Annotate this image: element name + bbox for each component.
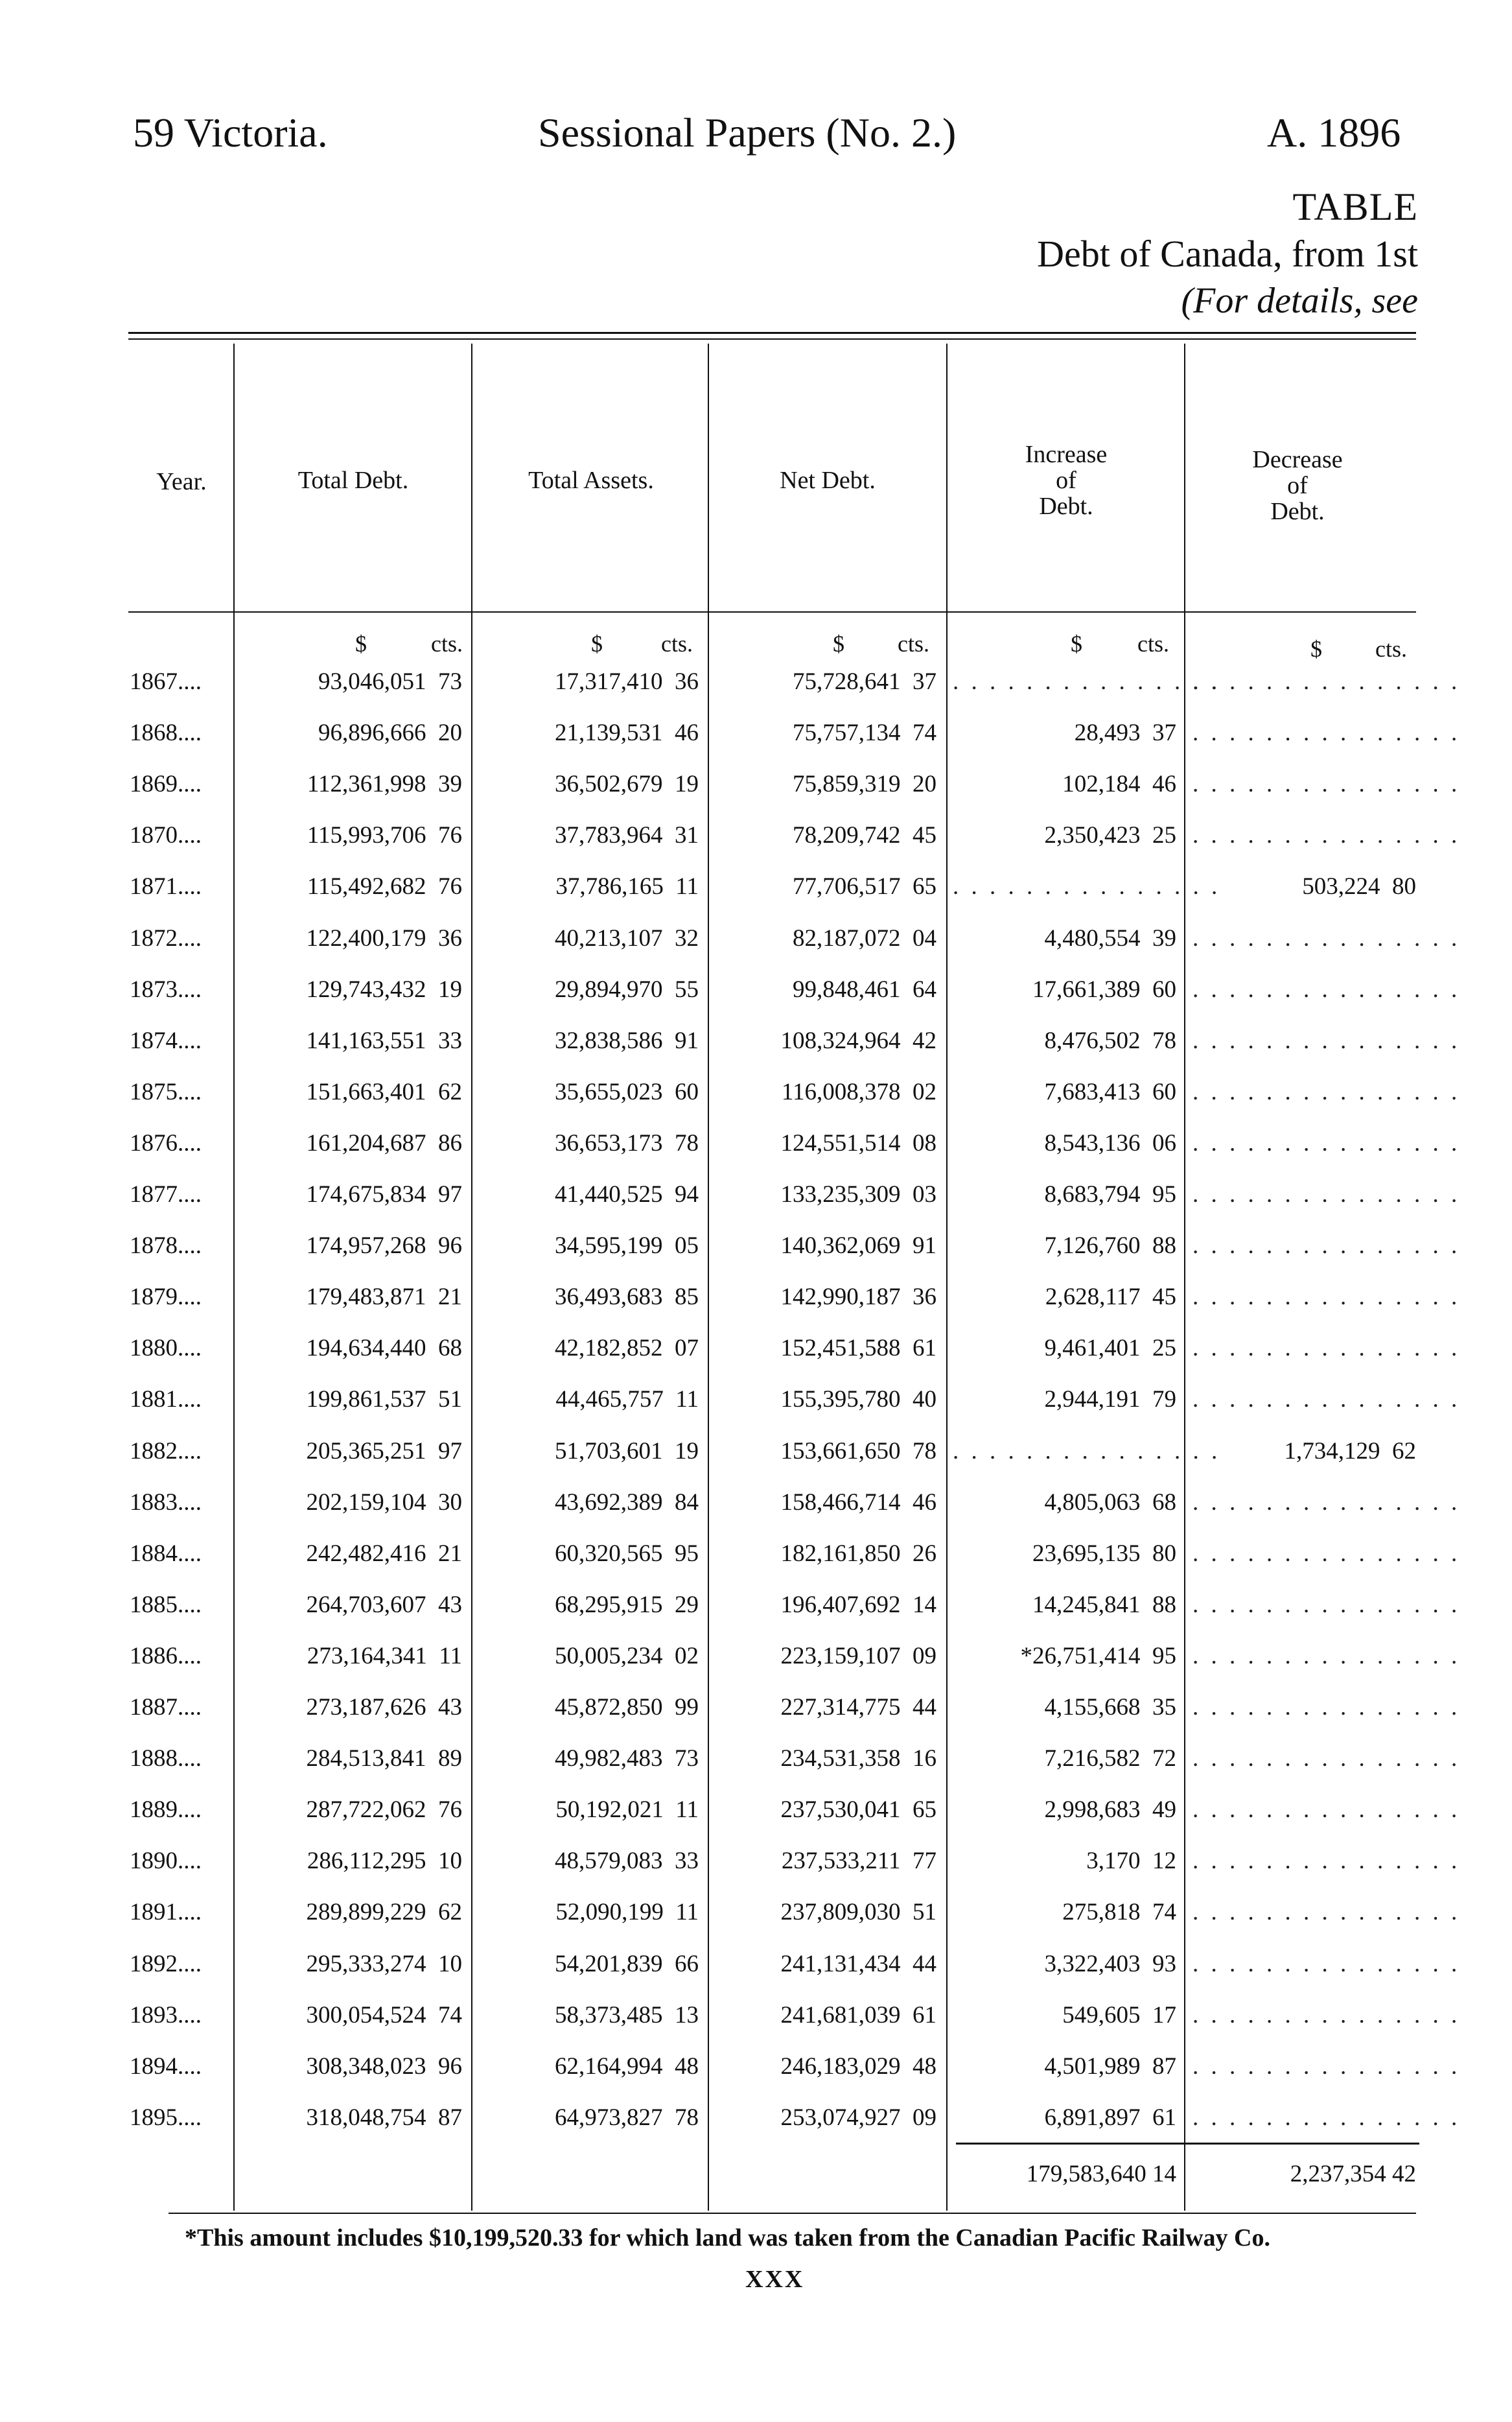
total-debt-cell: 300,054,524 74 (306, 2001, 462, 2028)
total-assets-cell: 58,373,485 13 (555, 2001, 699, 2028)
leader-dots: . . . . . . . . . . . . . . . (1192, 1950, 1461, 1977)
increase-cell: 23,695,135 80 (1032, 1540, 1176, 1567)
increase-cell: *26,751,414 95 (1020, 1642, 1176, 1669)
total-debt-cell: 284,513,841 89 (306, 1745, 462, 1772)
year-cell: 1887.... (130, 1694, 202, 1721)
increase-cell: 7,126,760 88 (1044, 1232, 1176, 1260)
total-debt-cell: 112,361,998 39 (307, 771, 462, 798)
increase-cell: 4,805,063 68 (1044, 1488, 1176, 1516)
total-debt-cell: 122,400,179 36 (306, 924, 462, 952)
net-debt-cell: 182,161,850 26 (780, 1540, 936, 1567)
leader-dots: . . . . . . . . . . . . . . . (953, 873, 1221, 900)
table-subtitle: (For details, see (1181, 281, 1418, 321)
column-header-decrease-line: Debt. (1270, 497, 1325, 525)
leader-dots: . . . . . . . . . . . . . . . (953, 668, 1221, 695)
total-assets-cell: 49,982,483 73 (555, 1745, 699, 1772)
total-debt-cell: 115,492,682 76 (307, 873, 462, 900)
cents-unit: cts. (898, 631, 929, 657)
dollar-unit: $ (355, 631, 367, 657)
column-header-total-debt: Total Debt. (297, 467, 409, 494)
increase-cell: 8,476,502 78 (1044, 1027, 1176, 1054)
table-row (0, 1642, 1512, 1693)
leader-dots: . . . . . . . . . . . . . . . (1192, 2104, 1461, 2131)
total-assets-cell: 68,295,915 29 (555, 1591, 699, 1618)
total-debt-cell: 286,112,295 10 (307, 1848, 462, 1875)
year-cell: 1868.... (130, 720, 202, 747)
page-number: XXX (745, 2266, 805, 2293)
leader-dots: . . . . . . . . . . . . . . . (1192, 1078, 1461, 1105)
increase-cell: 2,350,423 25 (1044, 822, 1176, 849)
year-cell: 1875.... (130, 1078, 202, 1105)
total-assets-cell: 41,440,525 94 (555, 1181, 699, 1208)
total-assets-cell: 48,579,083 33 (555, 1848, 699, 1875)
table-row (0, 1488, 1512, 1539)
dollar-unit: $ (833, 631, 844, 657)
year-cell: 1870.... (130, 822, 202, 849)
table-row (0, 668, 1512, 718)
column-header-year: Year. (156, 468, 207, 495)
dollar-unit: $ (1310, 636, 1322, 662)
net-debt-cell: 78,209,742 45 (793, 822, 936, 849)
total-debt-cell: 289,899,229 62 (306, 1899, 462, 1926)
decrease-total: 2,237,354 42 (1290, 2161, 1416, 2187)
header-papers: Sessional Papers (No. 2.) (538, 110, 957, 156)
total-debt-cell: 129,743,432 19 (306, 976, 462, 1003)
net-debt-cell: 142,990,187 36 (780, 1284, 936, 1311)
net-debt-cell: 82,187,072 04 (793, 924, 936, 952)
net-debt-cell: 158,466,714 46 (780, 1488, 936, 1516)
leader-dots: . . . . . . . . . . . . . . . (1192, 2001, 1461, 2028)
total-debt-cell: 179,483,871 21 (306, 1284, 462, 1311)
year-cell: 1871.... (130, 873, 202, 900)
column-header-increase-line: Debt. (1039, 492, 1093, 520)
table-row (0, 821, 1512, 872)
column-header-decrease (1187, 447, 1408, 525)
net-debt-cell: 116,008,378 02 (781, 1078, 936, 1105)
total-assets-cell: 44,465,757 11 (555, 1386, 699, 1413)
increase-cell: 549,605 17 (1062, 2001, 1176, 2028)
leader-dots: . . . . . . . . . . . . . . . (1192, 1848, 1461, 1875)
header-year: A. 1896 (1267, 110, 1401, 156)
net-debt-cell: 152,451,588 61 (780, 1335, 936, 1362)
year-cell: 1877.... (130, 1181, 202, 1208)
increase-total: 179,583,640 14 (1026, 2161, 1176, 2187)
table-row (0, 873, 1512, 923)
total-debt-cell: 273,187,626 43 (306, 1694, 462, 1721)
year-cell: 1879.... (130, 1284, 202, 1311)
total-debt-cell: 287,722,062 76 (306, 1796, 462, 1824)
net-debt-cell: 196,407,692 14 (780, 1591, 936, 1618)
increase-cell: 6,891,897 61 (1044, 2104, 1176, 2131)
leader-dots: . . . . . . . . . . . . . . . (1192, 1386, 1461, 1413)
total-assets-cell: 35,655,023 60 (555, 1078, 699, 1105)
column-header-decrease-line: Decrease (1252, 446, 1343, 473)
increase-cell: 8,543,136 06 (1044, 1129, 1176, 1157)
cents-unit: cts. (431, 631, 463, 657)
table-row (0, 2001, 1512, 2052)
net-debt-cell: 75,757,134 74 (793, 720, 936, 747)
increase-cell: 7,683,413 60 (1044, 1078, 1176, 1105)
net-debt-cell: 77,706,517 65 (793, 873, 936, 900)
year-cell: 1894.... (130, 2052, 202, 2080)
leader-dots: . . . . . . . . . . . . . . . (1192, 668, 1461, 695)
net-debt-cell: 223,159,107 09 (780, 1642, 936, 1669)
table-row (0, 770, 1512, 821)
year-cell: 1869.... (130, 771, 202, 798)
table-row (0, 1027, 1512, 1077)
table-row (0, 1181, 1512, 1231)
table-row (0, 1796, 1512, 1846)
increase-cell: 14,245,841 88 (1032, 1591, 1176, 1618)
net-debt-cell: 253,074,927 09 (780, 2104, 936, 2131)
increase-cell: 7,216,582 72 (1044, 1745, 1176, 1772)
net-debt-cell: 155,395,780 40 (780, 1386, 936, 1413)
leader-dots: . . . . . . . . . . . . . . . (1192, 1232, 1461, 1260)
table-bottom-rule (169, 2213, 1416, 2214)
net-debt-cell: 153,661,650 78 (780, 1437, 936, 1464)
leader-dots: . . . . . . . . . . . . . . . (1192, 976, 1461, 1003)
top-rule (128, 332, 1416, 334)
year-cell: 1890.... (130, 1848, 202, 1875)
total-assets-cell: 45,872,850 99 (555, 1694, 699, 1721)
total-assets-cell: 29,894,970 55 (555, 976, 699, 1003)
column-header-total-assets: Total Assets. (528, 467, 654, 494)
table-row (0, 976, 1512, 1026)
year-cell: 1872.... (130, 924, 202, 952)
total-debt-cell: 141,163,551 33 (306, 1027, 462, 1054)
total-assets-cell: 36,493,683 85 (555, 1284, 699, 1311)
leader-dots: . . . . . . . . . . . . . . . (953, 1437, 1221, 1464)
table-row (0, 1693, 1512, 1744)
leader-dots: . . . . . . . . . . . . . . . (1192, 1181, 1461, 1208)
total-assets-cell: 51,703,601 19 (555, 1437, 699, 1464)
increase-cell: 8,683,794 95 (1044, 1181, 1176, 1208)
decrease-cell: 1,734,129 62 (1284, 1437, 1416, 1464)
leader-dots: . . . . . . . . . . . . . . . (1192, 1642, 1461, 1669)
dollar-unit: $ (1071, 631, 1082, 657)
leader-dots: . . . . . . . . . . . . . . . (1192, 1591, 1461, 1618)
table-row (0, 1898, 1512, 1949)
net-debt-cell: 241,131,434 44 (780, 1950, 936, 1977)
cents-unit: cts. (1137, 631, 1169, 657)
table-row (0, 2052, 1512, 2103)
total-assets-cell: 43,692,389 84 (555, 1488, 699, 1516)
table-row (0, 1129, 1512, 1180)
net-debt-cell: 99,848,461 64 (793, 976, 936, 1003)
year-cell: 1878.... (130, 1232, 202, 1260)
column-header-increase-line: Increase (1025, 441, 1108, 468)
leader-dots: . . . . . . . . . . . . . . . (1192, 1745, 1461, 1772)
total-debt-cell: 161,204,687 86 (306, 1129, 462, 1157)
increase-cell: 2,628,117 45 (1045, 1284, 1176, 1311)
net-debt-cell: 227,314,775 44 (780, 1694, 936, 1721)
table-row (0, 1232, 1512, 1282)
column-header-increase-line: of (1056, 466, 1076, 494)
total-assets-cell: 52,090,199 11 (555, 1899, 699, 1926)
table-row (0, 1385, 1512, 1436)
net-debt-cell: 124,551,514 08 (780, 1129, 936, 1157)
leader-dots: . . . . . . . . . . . . . . . (1192, 1027, 1461, 1054)
total-debt-cell: 151,663,401 62 (306, 1078, 462, 1105)
year-cell: 1881.... (130, 1386, 202, 1413)
column-header-net-debt: Net Debt. (780, 467, 876, 494)
leader-dots: . . . . . . . . . . . . . . . (1192, 1796, 1461, 1824)
total-debt-cell: 295,333,274 10 (306, 1950, 462, 1977)
total-assets-cell: 54,201,839 66 (555, 1950, 699, 1977)
top-rule-second (128, 338, 1416, 340)
net-debt-cell: 237,533,211 77 (781, 1848, 936, 1875)
net-debt-cell: 75,859,319 20 (793, 771, 936, 798)
total-assets-cell: 60,320,565 95 (555, 1540, 699, 1567)
total-debt-cell: 174,675,834 97 (306, 1181, 462, 1208)
table-row (0, 719, 1512, 770)
leader-dots: . . . . . . . . . . . . . . . (1192, 1284, 1461, 1311)
decrease-cell: 503,224 80 (1302, 873, 1416, 900)
increase-cell: 102,184 46 (1062, 771, 1176, 798)
year-cell: 1874.... (130, 1027, 202, 1054)
total-assets-cell: 37,783,964 31 (555, 822, 699, 849)
leader-dots: . . . . . . . . . . . . . . . (1192, 2052, 1461, 2080)
total-assets-cell: 17,317,410 36 (555, 668, 699, 695)
net-debt-cell: 140,362,069 91 (780, 1232, 936, 1260)
table-title: Debt of Canada, from 1st (1037, 233, 1418, 275)
year-cell: 1886.... (130, 1642, 202, 1669)
year-cell: 1884.... (130, 1540, 202, 1567)
total-debt-cell: 115,993,706 76 (307, 822, 462, 849)
increase-cell: 28,493 37 (1074, 720, 1176, 747)
increase-cell: 17,661,389 60 (1032, 976, 1176, 1003)
increase-cell: 4,155,668 35 (1044, 1694, 1176, 1721)
year-cell: 1892.... (130, 1950, 202, 1977)
total-assets-cell: 37,786,165 11 (555, 873, 699, 900)
leader-dots: . . . . . . . . . . . . . . . (1192, 1129, 1461, 1157)
total-assets-cell: 64,973,827 78 (555, 2104, 699, 2131)
total-assets-cell: 36,653,173 78 (555, 1129, 699, 1157)
table-row (0, 1540, 1512, 1590)
year-cell: 1889.... (130, 1796, 202, 1824)
net-debt-cell: 234,531,358 16 (780, 1745, 936, 1772)
table-row (0, 1847, 1512, 1898)
footnote: *This amount includes $10,199,520.33 for which land was taken from the Canadian Pacific Railway Co. (185, 2224, 1270, 2252)
leader-dots: . . . . . . . . . . . . . . . (1192, 771, 1461, 798)
leader-dots: . . . . . . . . . . . . . . . (1192, 1694, 1461, 1721)
column-header-decrease-line: of (1287, 471, 1308, 499)
year-cell: 1885.... (130, 1591, 202, 1618)
table-row (0, 2104, 1512, 2154)
column-header-increase (949, 442, 1183, 520)
total-assets-cell: 40,213,107 32 (555, 924, 699, 952)
year-cell: 1893.... (130, 2001, 202, 2028)
total-assets-cell: 50,192,021 11 (555, 1796, 699, 1824)
increase-cell: 2,998,683 49 (1044, 1796, 1176, 1824)
leader-dots: . . . . . . . . . . . . . . . (1192, 1335, 1461, 1362)
table-row (0, 1591, 1512, 1641)
net-debt-cell: 246,183,029 48 (780, 2052, 936, 2080)
table-row (0, 1950, 1512, 2001)
leader-dots: . . . . . . . . . . . . . . . (1192, 1488, 1461, 1516)
total-assets-cell: 42,182,852 07 (555, 1335, 699, 1362)
total-assets-cell: 21,139,531 46 (555, 720, 699, 747)
cents-unit: cts. (661, 631, 693, 657)
net-debt-cell: 133,235,309 03 (780, 1181, 936, 1208)
table-row (0, 1334, 1512, 1385)
total-debt-cell: 93,046,051 73 (318, 668, 462, 695)
year-cell: 1873.... (130, 976, 202, 1003)
increase-cell: 3,322,403 93 (1044, 1950, 1176, 1977)
table-row (0, 1283, 1512, 1334)
table-label: TABLE (1292, 185, 1418, 228)
total-debt-cell: 174,957,268 96 (306, 1232, 462, 1260)
increase-cell: 4,480,554 39 (1044, 924, 1176, 952)
leader-dots: . . . . . . . . . . . . . . . (1192, 1899, 1461, 1926)
total-assets-cell: 62,164,994 48 (555, 2052, 699, 2080)
net-debt-cell: 241,681,039 61 (780, 2001, 936, 2028)
year-cell: 1891.... (130, 1899, 202, 1926)
total-debt-cell: 205,365,251 97 (306, 1437, 462, 1464)
total-debt-cell: 318,048,754 87 (306, 2104, 462, 2131)
net-debt-cell: 75,728,641 37 (793, 668, 936, 695)
dollar-unit: $ (591, 631, 603, 657)
total-debt-cell: 194,634,440 68 (306, 1335, 462, 1362)
total-debt-cell: 96,896,666 20 (318, 720, 462, 747)
increase-cell: 9,461,401 25 (1044, 1335, 1176, 1362)
leader-dots: . . . . . . . . . . . . . . . (1192, 1540, 1461, 1567)
total-assets-cell: 36,502,679 19 (555, 771, 699, 798)
increase-cell: 275,818 74 (1062, 1899, 1176, 1926)
year-cell: 1876.... (130, 1129, 202, 1157)
cents-unit: cts. (1375, 636, 1407, 662)
total-debt-cell: 273,164,341 11 (307, 1642, 462, 1669)
table-row (0, 1745, 1512, 1795)
net-debt-cell: 237,530,041 65 (780, 1796, 936, 1824)
year-cell: 1888.... (130, 1745, 202, 1772)
year-cell: 1883.... (130, 1488, 202, 1516)
table-row (0, 1437, 1512, 1488)
year-cell: 1882.... (130, 1437, 202, 1464)
net-debt-cell: 108,324,964 42 (780, 1027, 936, 1054)
header-session: 59 Victoria. (133, 110, 328, 156)
table-row (0, 1078, 1512, 1129)
total-assets-cell: 32,838,586 91 (555, 1027, 699, 1054)
leader-dots: . . . . . . . . . . . . . . . (1192, 924, 1461, 952)
header-bottom-rule (128, 611, 1416, 613)
increase-cell: 2,944,191 79 (1044, 1386, 1176, 1413)
leader-dots: . . . . . . . . . . . . . . . (1192, 822, 1461, 849)
total-debt-cell: 199,861,537 51 (306, 1386, 462, 1413)
total-assets-cell: 34,595,199 05 (555, 1232, 699, 1260)
increase-cell: 3,170 12 (1086, 1848, 1176, 1875)
year-cell: 1867.... (130, 668, 202, 695)
total-debt-cell: 202,159,104 30 (306, 1488, 462, 1516)
total-debt-cell: 308,348,023 96 (306, 2052, 462, 2080)
year-cell: 1895.... (130, 2104, 202, 2131)
table-row (0, 924, 1512, 975)
net-debt-cell: 237,809,030 51 (780, 1899, 936, 1926)
increase-cell: 4,501,989 87 (1044, 2052, 1176, 2080)
total-assets-cell: 50,005,234 02 (555, 1642, 699, 1669)
total-debt-cell: 242,482,416 21 (306, 1540, 462, 1567)
leader-dots: . . . . . . . . . . . . . . . (1192, 720, 1461, 747)
year-cell: 1880.... (130, 1335, 202, 1362)
total-debt-cell: 264,703,607 43 (306, 1591, 462, 1618)
